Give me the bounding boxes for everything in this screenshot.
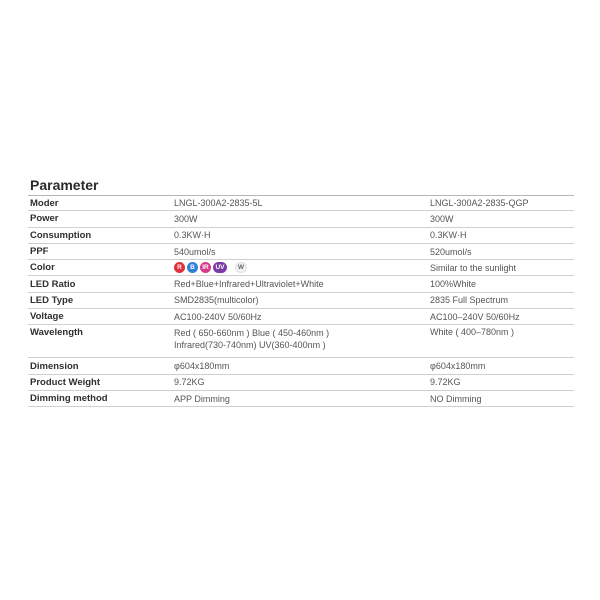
blue-badge-icon: B	[187, 262, 198, 273]
white-badge-icon: W	[235, 262, 247, 273]
row-value-col1: φ604x180mm	[174, 361, 230, 372]
row-value-col1: 300W	[174, 213, 198, 224]
row-value-col2: AC100–240V 50/60Hz	[430, 311, 520, 322]
row-label: Wavelength	[30, 327, 83, 339]
ultraviolet-badge-icon: UV	[213, 262, 227, 273]
table-row	[28, 244, 574, 260]
color-badges	[174, 260, 430, 275]
table-row	[28, 375, 574, 391]
table-row	[28, 228, 574, 244]
parameter-table	[28, 195, 574, 407]
page-title: Parameter	[30, 177, 99, 193]
infrared-badge-icon: IR	[200, 262, 211, 273]
row-label: Color	[30, 262, 55, 274]
table-row	[28, 211, 574, 227]
table-row	[28, 293, 574, 309]
row-value-col2: 100%White	[430, 279, 477, 290]
wavelength-line-1: Red ( 650-660nm ) Blue ( 450-460nm )	[174, 328, 330, 339]
row-label: LED Ratio	[30, 278, 76, 290]
row-value-col2: φ604x180mm	[430, 361, 486, 372]
table-row	[28, 260, 574, 276]
row-value-col1: 0.3KW·H	[174, 230, 211, 241]
row-label: Consumption	[30, 229, 92, 241]
table-row	[28, 276, 574, 292]
row-label: Moder	[30, 197, 59, 209]
row-value-col1	[174, 325, 430, 357]
table-row	[28, 325, 574, 358]
row-value-col1: Red+Blue+Infrared+Ultraviolet+White	[174, 279, 324, 290]
wavelength-line-2: Infrared(730-740nm) UV(360-400nm )	[174, 340, 326, 351]
row-value-col2: Similar to the sunlight	[430, 262, 517, 273]
row-value-col1: SMD2835(multicolor)	[174, 295, 259, 306]
row-label: Product Weight	[30, 376, 101, 388]
row-value-col2: NO Dimming	[430, 393, 482, 404]
row-value-col1: 540umol/s	[174, 246, 216, 257]
row-label: Dimming method	[30, 393, 108, 405]
row-value-col1: 9.72KG	[174, 377, 205, 388]
row-value-col2: 9.72KG	[430, 377, 461, 388]
row-value-col2: 300W	[430, 213, 454, 224]
row-label: Dimension	[30, 360, 79, 372]
table-row	[28, 195, 574, 211]
row-value-col2: 520umol/s	[430, 246, 472, 257]
row-value-col1: AC100-240V 50/60Hz	[174, 311, 262, 322]
red-badge-icon: R	[174, 262, 185, 273]
row-value-col1: LNGL-300A2-2835-5L	[174, 198, 263, 209]
row-value-col2: White ( 400–780nm )	[430, 327, 515, 338]
row-label: Power	[30, 213, 59, 225]
row-value-col1: APP Dimming	[174, 393, 230, 404]
row-value-col2: 2835 Full Spectrum	[430, 295, 509, 306]
row-label: Voltage	[30, 311, 64, 323]
table-row	[28, 358, 574, 374]
table-row	[28, 309, 574, 325]
row-label: LED Type	[30, 294, 74, 306]
table-row	[28, 391, 574, 407]
row-value-col2: LNGL-300A2-2835-QGP	[430, 198, 529, 209]
row-label: PPF	[30, 246, 49, 258]
row-value-col2: 0.3KW·H	[430, 230, 467, 241]
